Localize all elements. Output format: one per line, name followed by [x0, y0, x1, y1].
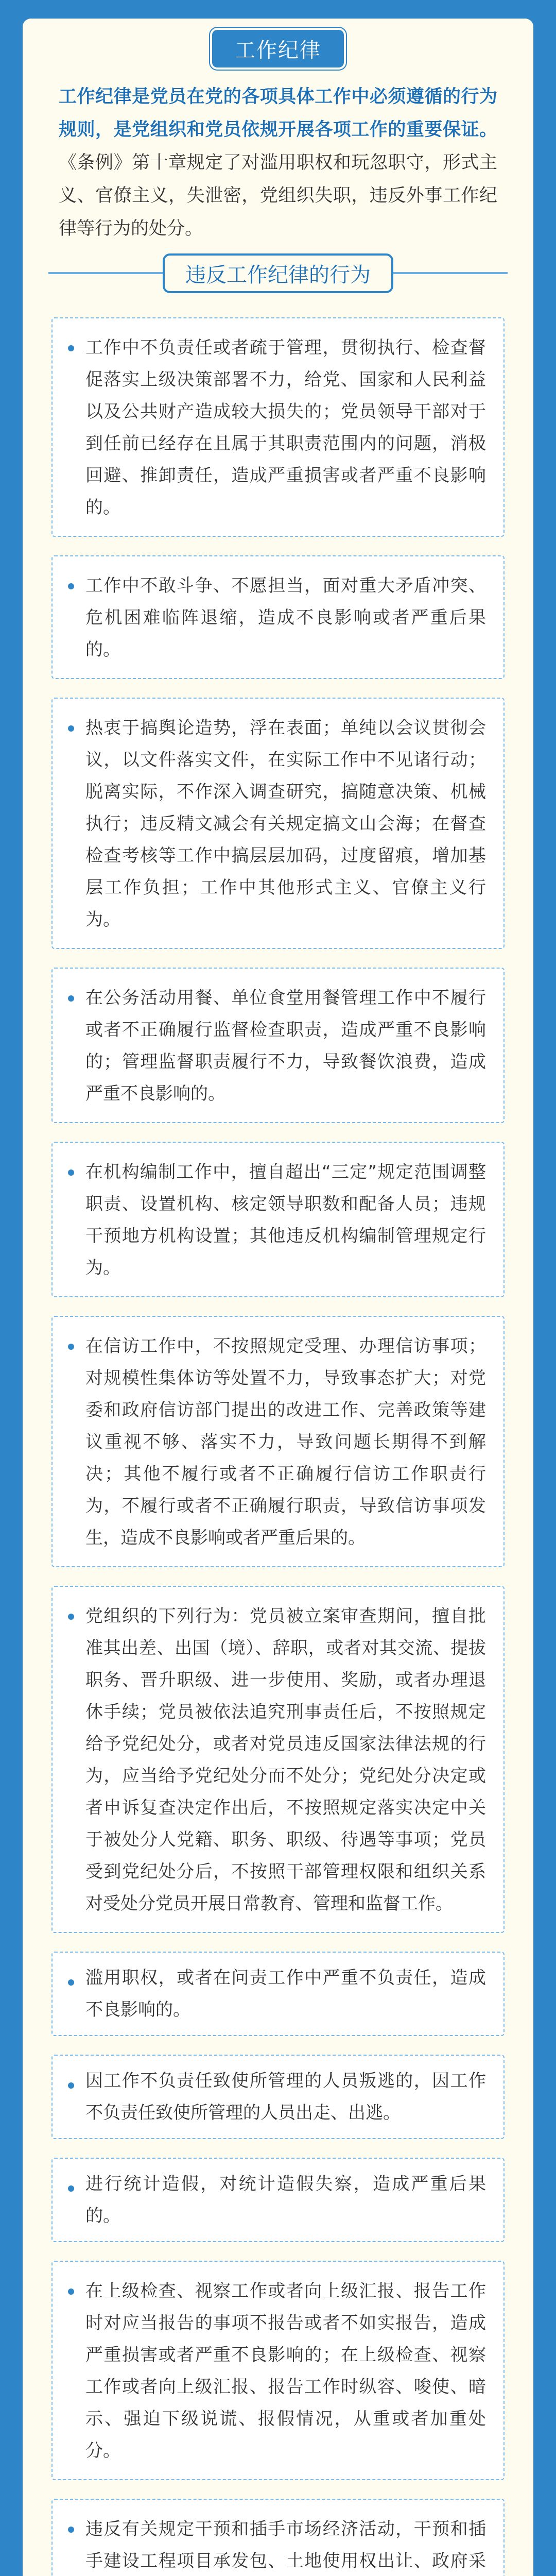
item-text: 在机构编制工作中，擅自超出“三定”规定范围调整职责、设置机构、核定领导职数和配备人员；违规干预地方机构设置；其他违反机构编制管理规定行为。 — [85, 1162, 486, 1278]
bullet-icon — [68, 1614, 74, 1620]
item-list — [51, 317, 505, 2576]
item-text: 在上级检查、视察工作或者向上级汇报、报告工作时对应当报告的事项不报告或者不如实报告，造成严重损害或者严重不良影响的；在上级检查、视察工作或者向上级汇报、报告工作时纵容、唆使、暗示、强迫下级说谎、报假情况，从重或者加重处分。 — [85, 2281, 486, 2461]
item-text: 因工作不负责任致使所管理的人员叛逃的，因工作不负责任致使所管理的人员出走、出逃。 — [85, 2071, 486, 2123]
bullet-icon — [68, 1170, 74, 1176]
list-item — [51, 2055, 505, 2139]
list-item — [51, 1586, 505, 1933]
content-card — [23, 19, 533, 2576]
item-text: 热衷于搞舆论造势，浮在表面；单纯以会议贯彻会议，以文件落实文件，在实际工作中不见诸行动；脱离实际，不作深入调查研究，搞随意决策、机械执行；违反精文减会有关规定搞文山会海；在督查检查考核等工作中搞层层加码，过度留痕，增加基层工作负担；工作中其他形式主义、官僚主义行为。 — [85, 718, 486, 930]
item-text: 工作中不敢斗争、不愿担当，面对重大矛盾冲突、危机困难临阵退缩，造成不良影响或者严重后果的。 — [85, 575, 486, 660]
list-item — [51, 1952, 505, 2036]
section-title: 违反工作纪律的行为 — [163, 253, 393, 293]
item-text: 党组织的下列行为：党员被立案审查期间，擅自批准其出差、出国（境）、辞职，或者对其交流、提拔职务、晋升职级、进一步使用、奖励，或者办理退休手续；党员被依法追究刑事责任后，不按照规定给予党纪处分，或者对党员违反国家法律法规的行为，应当给予党纪处分而不处分；党纪处分决定或者申诉复查决定作出后，不按照规定落实决定中关于被处分人党籍、职务、职级、待遇等事项；党员受到党纪处分后，不按照干部管理权限和组织关系对受处分党员开展日常教育、管理和监督工作。 — [85, 1606, 486, 1914]
bullet-icon — [68, 2082, 74, 2089]
item-text: 进行统计造假，对统计造假失察，造成严重后果的。 — [85, 2174, 486, 2226]
list-item — [51, 968, 505, 1123]
item-text: 违反有关规定干预和插手市场经济活动，干预和插手建设工程项目承发包、土地使用权出让、政府采 — [85, 2519, 486, 2571]
bullet-icon — [68, 2527, 74, 2533]
item-text: 滥用职权，或者在问责工作中严重不负责任，造成不良影响的。 — [85, 1968, 486, 2020]
bullet-icon — [68, 345, 74, 351]
list-item — [51, 555, 505, 679]
list-item — [51, 2499, 505, 2576]
bullet-icon — [68, 1979, 74, 1986]
intro-paragraph — [59, 80, 497, 245]
intro-rest: 《条例》第十章规定了对滥用职权和玩忽职守，形式主义、官僚主义，失泄密，党组织失职，违反外事工作纪律等行为的处分。 — [59, 152, 497, 239]
list-item — [51, 698, 505, 949]
item-text: 在公务活动用餐、单位食堂用餐管理工作中不履行或者不正确履行监督检查职责，造成严重不良影响的；管理监督职责履行不力，导致餐饮浪费，造成严重不良影响的。 — [85, 988, 486, 1104]
bullet-icon — [68, 725, 74, 732]
list-item — [51, 2261, 505, 2480]
item-text: 工作中不负责任或者疏于管理，贯彻执行、检查督促落实上级决策部署不力，给党、国家和人民利益以及公共财产造成较大损失的；党员领导干部对于到任前已经存在且属于其职责范围内的问题，消极回避、推卸责任，造成严重损害或者严重不良影响的。 — [85, 337, 486, 518]
item-text: 在信访工作中，不按照规定受理、办理信访事项；对规模性集体访等处置不力，导致事态扩大；对党委和政府信访部门提出的改进工作、完善政策等建议重视不够、落实不力，导致问题长期得不到解决；其他不履行或者不正确履行信访工作职责行为，不履行或者不正确履行职责，导致信访事项发生，造成不良影响或者严重后果的。 — [85, 1336, 486, 1548]
header-tag: 工作纪律 — [212, 30, 344, 67]
intro-lead: 工作纪律是党员在党的各项具体工作中必须遵循的行为规则，是党组织和党员依规开展各项工作的重要保证。 — [59, 87, 497, 140]
bullet-icon — [68, 2289, 74, 2295]
list-item — [51, 1316, 505, 1567]
bullet-icon — [68, 2185, 74, 2192]
bullet-icon — [68, 1344, 74, 1350]
list-item — [51, 2158, 505, 2242]
bullet-icon — [68, 995, 74, 1002]
section-header — [48, 251, 508, 294]
list-item — [51, 1142, 505, 1297]
bullet-icon — [68, 583, 74, 589]
list-item — [51, 317, 505, 537]
